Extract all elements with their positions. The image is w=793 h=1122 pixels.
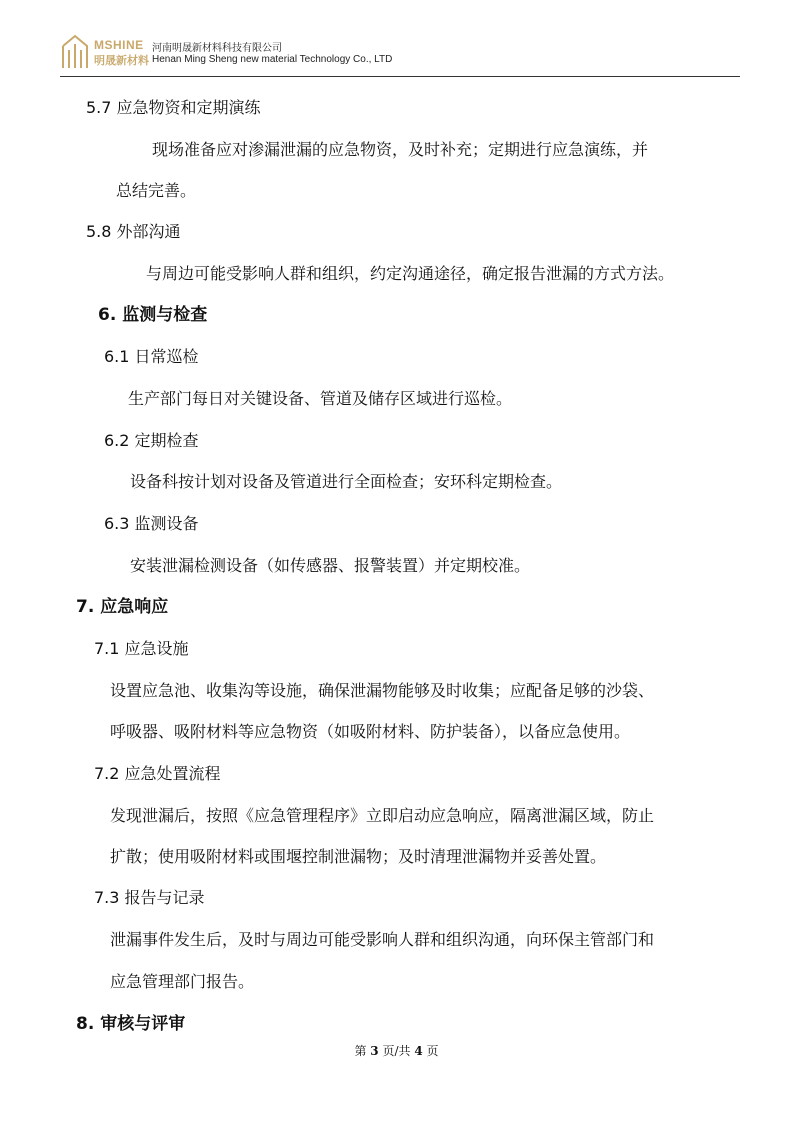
brand-name-cn: 明晟新材料	[94, 54, 149, 67]
paragraph-line: 应急管理部门报告。	[110, 972, 255, 991]
section-heading-5-7: 5.7 应急物资和定期演练	[86, 98, 261, 117]
paragraph-line: 设置应急池、收集沟等设施，确保泄漏物能够及时收集；应配备足够的沙袋、	[110, 681, 655, 700]
header-divider	[60, 76, 740, 77]
paragraph-line: 泄漏事件发生后，及时与周边可能受影响人群和组织沟通，向环保主管部门和	[110, 930, 655, 949]
current-page-number: 3	[370, 1044, 379, 1058]
company-name-en: Henan Ming Sheng new material Technology Co., LTD	[152, 54, 393, 65]
total-page-count: 4	[414, 1044, 423, 1058]
section-heading-6-2: 6.2 定期检查	[104, 431, 199, 450]
page-footer	[0, 1042, 793, 1059]
paragraph-line: 发现泄漏后，按照《应急管理程序》立即启动应急响应，隔离泄漏区域，防止	[110, 806, 655, 825]
section-heading-6-3: 6.3 监测设备	[104, 514, 199, 533]
footer-suffix: 页	[426, 1044, 439, 1058]
company-name-cn: 河南明晟新材料科技有限公司	[152, 43, 282, 54]
section-heading-6: 6. 监测与检查	[98, 305, 208, 325]
paragraph-line: 扩散；使用吸附材料或围堰控制泄漏物；及时清理泄漏物并妥善处置。	[110, 847, 607, 866]
section-heading-7-1: 7.1 应急设施	[94, 639, 189, 658]
section-heading-7-2: 7.2 应急处置流程	[94, 764, 221, 783]
paragraph-line: 现场准备应对渗漏泄漏的应急物资，及时补充；定期进行应急演练，并	[152, 140, 649, 159]
footer-prefix: 第	[354, 1044, 367, 1058]
section-heading-5-8: 5.8 外部沟通	[86, 222, 181, 241]
section-heading-7: 7. 应急响应	[76, 597, 169, 617]
paragraph-line: 与周边可能受影响人群和组织，约定沟通途径，确定报告泄漏的方式方法。	[146, 264, 675, 283]
paragraph-line: 总结完善。	[116, 181, 197, 200]
section-heading-6-1: 6.1 日常巡检	[104, 347, 199, 366]
paragraph-line: 生产部门每日对关键设备、管道及储存区域进行巡检。	[128, 389, 513, 408]
page-header	[60, 28, 740, 76]
paragraph-line: 呼吸器、吸附材料等应急物资（如吸附材料、防护装备），以备应急使用。	[110, 722, 631, 741]
section-heading-7-3: 7.3 报告与记录	[94, 888, 205, 907]
company-logo-icon	[60, 32, 90, 70]
paragraph-line: 安装泄漏检测设备（如传感器、报警装置）并定期校准。	[130, 556, 531, 575]
brand-name: MSHINE	[94, 38, 144, 52]
footer-middle: 页/共	[382, 1044, 411, 1058]
paragraph-line: 设备科按计划对设备及管道进行全面检查；安环科定期检查。	[130, 472, 563, 491]
section-heading-8: 8. 审核与评审	[76, 1014, 186, 1034]
